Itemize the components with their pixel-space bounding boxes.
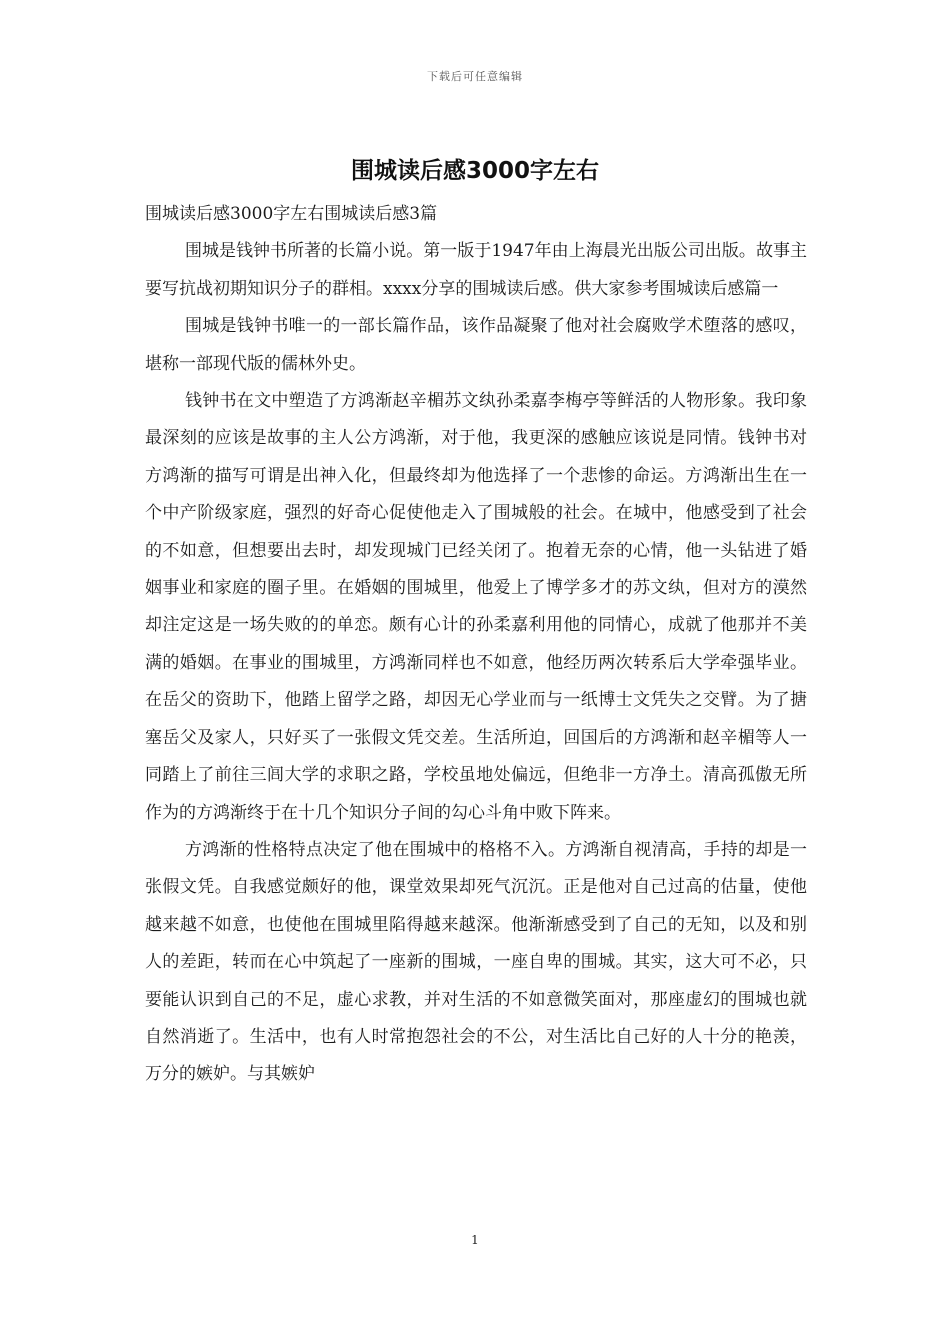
page-number: 1 <box>471 1233 479 1247</box>
document-body <box>145 196 807 1094</box>
document-title: 围城读后感3000字左右 <box>350 158 599 184</box>
paragraph-2: 围城是钱钟书唯一的一部长篇作品，该作品凝聚了他对社会腐败学术堕落的感叹，堪称一部现代版的儒林外史。 <box>145 316 807 374</box>
paragraph-1: 围城是钱钟书所著的长篇小说。第一版于1947年由上海晨光出版公司出版。故事主要写抗战初期知识分子的群相。xxxx分享的围城读后感。供大家参考围城读后感篇一 <box>145 241 807 299</box>
paragraph-3: 钱钟书在文中塑造了方鸿渐赵辛楣苏文纨孙柔嘉李梅亭等鲜活的人物形象。我印象最深刻的应该是故事的主人公方鸿渐，对于他，我更深的感触应该说是同情。钱钟书对方鸿渐的描写可谓是出神入化，但最终却为他选择了一个悲惨的命运。方鸿渐出生在一个中产阶级家庭，强烈的好奇心促使他走入了围城般的社会。在城中，他感受到了社会的不如意，但想要出去时，却发现城门已经关闭了。抱着无奈的心情，他一头钻进了婚姻事业和家庭的圈子里。在婚姻的围城里，他爱上了博学多才的苏文纨，但对方的漠然却注定这是一场失败的的单恋。颇有心计的孙柔嘉利用他的同情心，成就了他那并不美满的婚姻。在事业的围城里，方鸿渐同样也不如意，他经历两次转系后大学牵强毕业。在岳父的资助下，他踏上留学之路，却因无心学业而与一纸博士文凭失之交臂。为了搪塞岳父及家人，只好买了一张假文凭交差。生活所迫，回国后的方鸿渐和赵辛楣等人一同踏上了前往三闾大学的求职之路，学校虽地处偏远，但绝非一方净土。清高孤傲无所作为的方鸿渐终于在十几个知识分子间的勾心斗角中败下阵来。 <box>145 391 807 823</box>
document-subtitle: 围城读后感3000字左右围城读后感3篇 <box>145 204 438 224</box>
paragraph-4: 方鸿渐的性格特点决定了他在围城中的格格不入。方鸿渐自视清高，手持的却是一张假文凭。自我感觉颇好的他，课堂效果却死气沉沉。正是他对自己过高的估量，使他越来越不如意，也使他在围城里陷得越来越深。他渐渐感受到了自己的无知，以及和别人的差距，转而在心中筑起了一座新的围城，一座自卑的围城。其实，这大可不必，只要能认识到自己的不足，虚心求教，并对生活的不如意微笑面对，那座虚幻的围城也就自然消逝了。生活中，也有人时常抱怨社会的不公，对生活比自己好的人十分的艳羡，万分的嫉妒。与其嫉妒 <box>145 839 807 1085</box>
header-note: 下载后可任意编辑 <box>427 70 523 83</box>
